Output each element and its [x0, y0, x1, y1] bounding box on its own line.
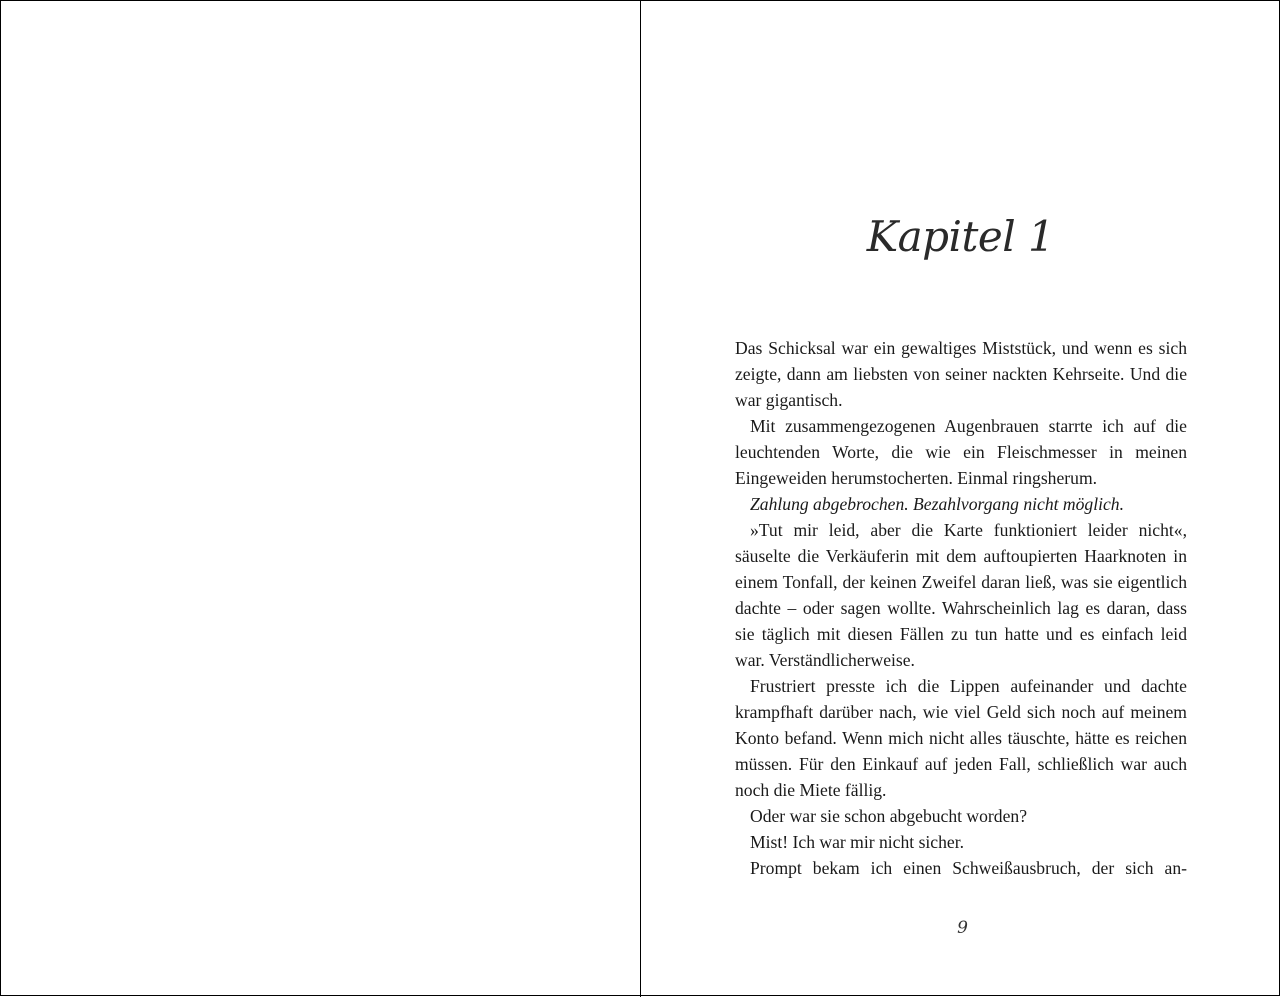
page-number: 9 [957, 918, 968, 938]
paragraph-4: »Tut mir leid, aber die Karte funktioniert leider nicht«, säuselte die Verkäuferin mit dem auftoupierten Haarknoten in einem Tonfall, der keinen Zweifel daran ließ, was sie eigentlich dachte – oder sagen wollte. Wahrscheinlich lag es daran, dass sie täglich mit diesen Fällen zu tun hatte und es einfach leid war. Verständlicherweise. [735, 520, 1187, 670]
right-page [641, 1, 1280, 995]
paragraph-7: Mist! Ich war mir nicht sicher. [750, 832, 965, 852]
paragraph-8: Prompt bekam ich einen Schweißausbruch, der sich an- [750, 858, 1187, 878]
paragraph-6: Oder war sie schon abgebucht worden? [750, 806, 1027, 826]
paragraph-2: Mit zusammengezogenen Augenbrauen starrte ich auf die leuchtenden Worte, die wie ein Fleischmesser in meinen Eingeweiden herumstocherten. Einmal ringsherum. [735, 416, 1187, 488]
chapter-body [735, 335, 1187, 881]
paragraph-1: Das Schicksal war ein gewaltiges Miststück, und wenn es sich zeigte, dann am liebsten von seiner nackten Kehrseite. Und die war gigantisch. [735, 338, 1187, 410]
left-page-blank [1, 1, 640, 995]
paragraph-3-italic: Zahlung abgebrochen. Bezahlvorgang nicht möglich. [750, 494, 1124, 514]
chapter-title: Kapitel 1 [866, 212, 1055, 261]
paragraph-5: Frustriert presste ich die Lippen aufeinander und dachte krampfhaft darüber nach, wie viel Geld sich noch auf meinem Konto befand. Wenn mich nicht alles täuschte, hätte es reichen müssen. Für den Einkauf auf jeden Fall, schließlich war auch noch die Miete fällig. [735, 676, 1187, 800]
